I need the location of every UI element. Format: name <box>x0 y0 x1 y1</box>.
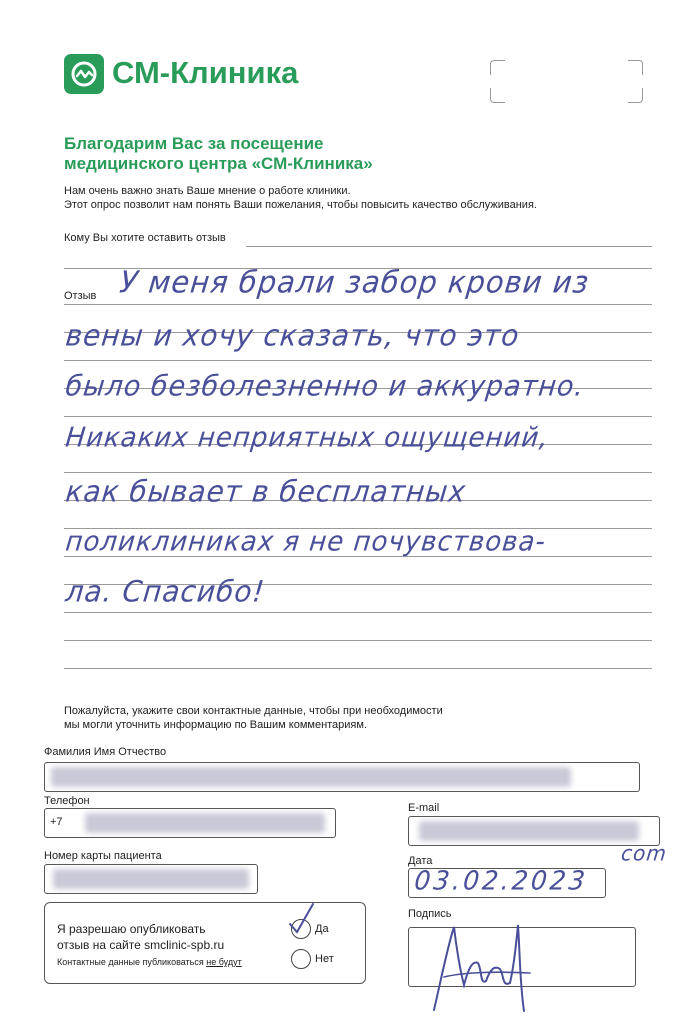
name-redacted <box>51 767 571 787</box>
date-label: Дата <box>408 855 433 867</box>
corner-mark-bl <box>490 88 505 103</box>
cm-logo-icon <box>64 54 104 94</box>
consent-no-label: Нет <box>315 953 334 965</box>
signature-image <box>420 915 550 1020</box>
review-rule <box>64 416 652 417</box>
review-rule <box>64 668 652 669</box>
date-handwriting: 03.02.2023 <box>413 865 590 896</box>
review-rule <box>64 472 652 473</box>
review-label: Отзыв <box>64 290 97 302</box>
email-redacted <box>419 821 639 841</box>
consent-no-radio[interactable] <box>291 949 311 969</box>
card-field[interactable] <box>44 864 258 894</box>
contact-instructions: Пожалуйста, укажите свои контактные данные, чтобы при необходимости мы могли уточнить информацию по Вашим комментариям. <box>64 705 443 731</box>
phone-prefix: +7 <box>50 816 63 828</box>
checkmark-icon <box>288 902 316 936</box>
review-handwriting-line: поликлиниках я не почувствова- <box>64 526 548 558</box>
consent-note: Контактные данные публиковаться не будут <box>57 957 242 967</box>
recipient-label: Кому Вы хотите оставить отзыв <box>64 232 226 244</box>
phone-label: Телефон <box>44 795 90 807</box>
consent-text: Я разрешаю опубликовать отзыв на сайте smclinic-spb.ru <box>57 922 225 952</box>
name-label: Фамилия Имя Отчество <box>44 746 167 758</box>
corner-mark-tl <box>490 60 505 75</box>
intro-text: Нам очень важно знать Ваше мнение о работе клиники. Этот опрос позволит нам понять Ваши пожелания, чтобы повысить качество обслуживания. <box>64 185 537 211</box>
review-rule <box>64 304 652 305</box>
review-rule <box>64 360 652 361</box>
card-label: Номер карты пациента <box>44 850 162 862</box>
consent-yes-label: Да <box>315 923 329 935</box>
review-handwriting-line: вены и хочу сказать, что это <box>64 318 522 353</box>
review-handwriting-line: было безболезненно и аккуратно. <box>64 370 586 403</box>
review-handwriting-line: как бывает в бесплатных <box>64 474 468 509</box>
review-handwriting-line: У меня брали забор крови из <box>118 264 592 300</box>
email-handwriting-suffix: com <box>620 840 669 866</box>
page-title: Благодарим Вас за посещение медицинского центра «СМ-Клиника» <box>64 134 373 173</box>
name-field[interactable] <box>44 762 640 792</box>
phone-field[interactable] <box>44 808 336 838</box>
phone-redacted <box>85 813 325 833</box>
review-rule <box>64 640 652 641</box>
review-handwriting-line: Никаких неприятных ощущений, <box>64 422 551 454</box>
clinic-logo-text: СМ-Клиника <box>112 55 299 90</box>
date-field[interactable] <box>408 865 606 898</box>
card-redacted <box>53 869 249 889</box>
recipient-field[interactable] <box>246 246 652 247</box>
signature-label: Подпись <box>408 908 452 920</box>
email-label: E-mail <box>408 802 440 814</box>
publish-consent-box <box>44 902 366 984</box>
corner-mark-br <box>628 88 643 103</box>
consent-yes-radio[interactable] <box>291 919 311 939</box>
review-handwriting-line: ла. Спасибо! <box>64 574 267 609</box>
review-rule <box>64 612 652 613</box>
corner-mark-tr <box>628 60 643 75</box>
